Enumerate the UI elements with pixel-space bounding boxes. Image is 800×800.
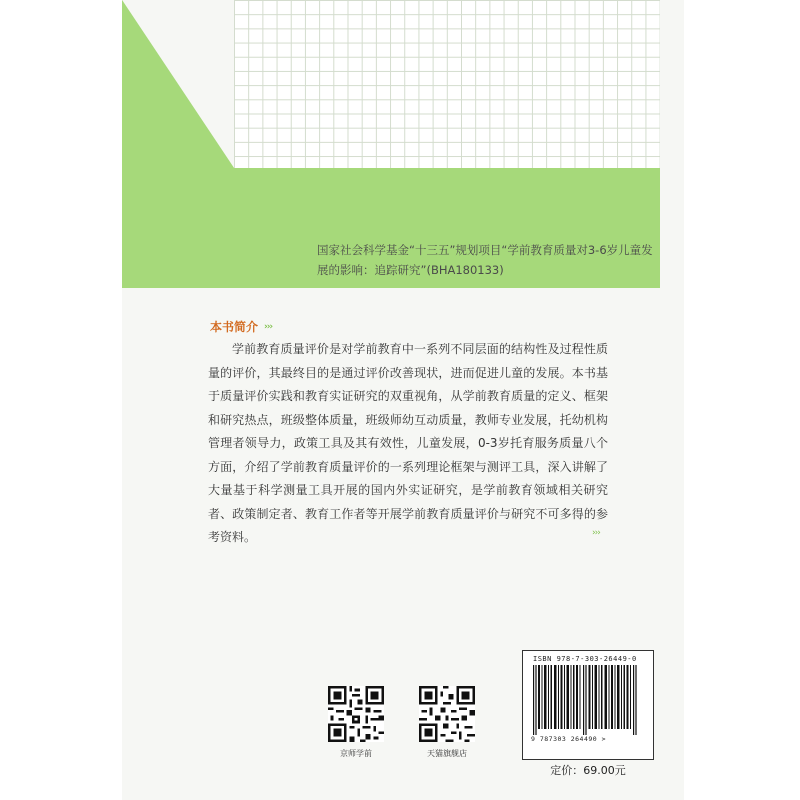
more-arrows-icon: ››› bbox=[592, 528, 600, 538]
intro-text: 学前教育质量评价是对学前教育中一系列不同层面的结构性及过程性质量的评价，其最终目的是通过评价改善现状，进而促进儿童的发展。本书基于质量评价实践和教育实证研究的双重视角，从学前教育质量的定义、框架和研究热点，班级整体质量，班级师幼互动质量，教师专业发展，托幼机构管理者领导力，政策工具及其有效性，儿童发展，0-3岁托育服务质量八个方面，介绍了学前教育质量评价的一系列理论框架与测评工具，深入讲解了大量基于科学测量工具开展的国内外实证研究，是学前教育领域相关研究者、政策制定者、教育工作者等开展学前教育质量评价与研究不可多得的参考资料。 bbox=[208, 342, 608, 544]
barcode-bars-icon bbox=[533, 665, 643, 735]
barcode-digits: 9 787303 264490 > bbox=[531, 735, 607, 743]
qr-code-icon bbox=[419, 686, 475, 742]
arrows-icon: ››› bbox=[264, 321, 273, 332]
book-back-cover bbox=[122, 0, 684, 800]
qr-code-icon bbox=[328, 686, 384, 742]
isbn-text: ISBN 978-7-303-26449-0 bbox=[533, 655, 637, 663]
project-note: 国家社会科学基金“十三五”规划项目“学前教育质量对3-6岁儿童发展的影响：追踪研究”(BHA180133) bbox=[317, 243, 653, 277]
isbn-barcode bbox=[522, 650, 654, 760]
intro-heading bbox=[210, 318, 272, 335]
qr2-label: 天猫旗舰店 bbox=[427, 749, 467, 758]
green-triangle-shape bbox=[122, 0, 242, 290]
qr1-label: 京师学前 bbox=[340, 749, 372, 758]
price-label: 定价：69.00元 bbox=[550, 764, 626, 777]
intro-heading-label: 本书简介 bbox=[210, 320, 259, 334]
grid-paper-area bbox=[234, 0, 660, 169]
